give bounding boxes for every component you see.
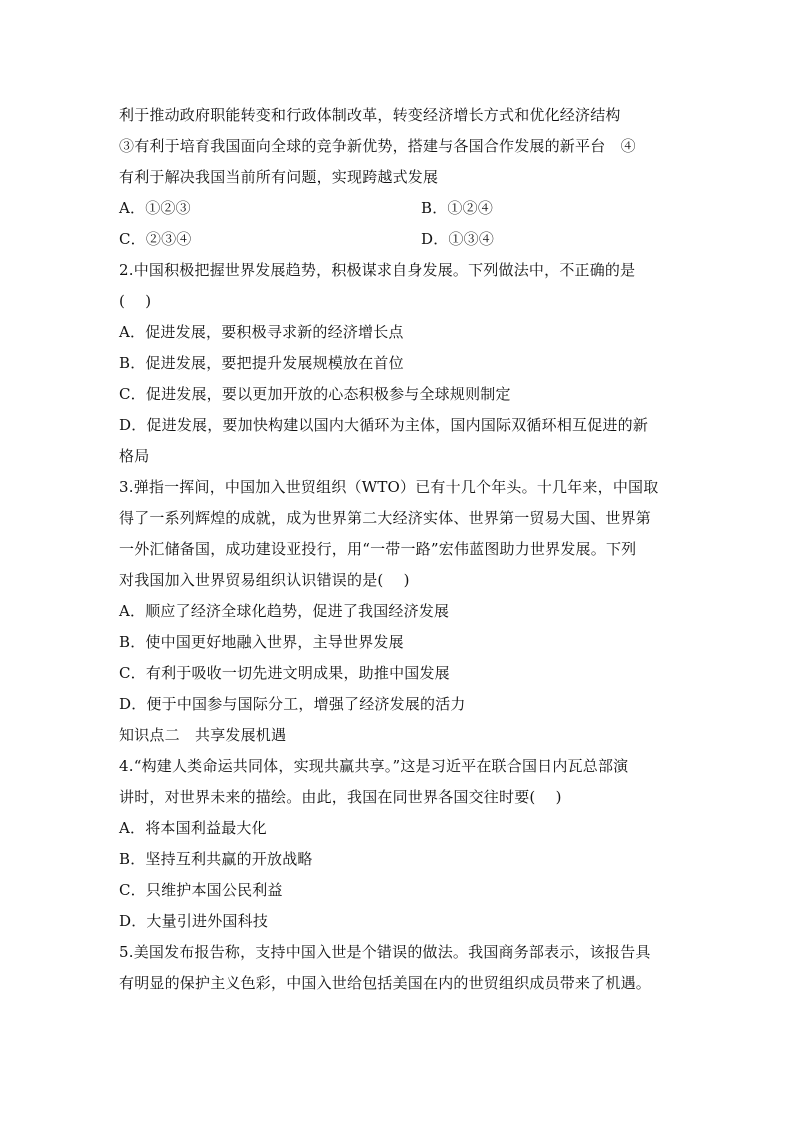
q3-stem: 3.弹指一挥间，中国加入世贸组织（WTO）已有十几个年头。十几年来，中国取	[119, 478, 659, 496]
q2-stem: 2.中国积极把握世界发展趋势，积极谋求自身发展。下列做法中，不正确的是	[119, 261, 636, 279]
q4-stem: 4.“构建人类命运共同体，实现共赢共享。”这是习近平在联合国日内瓦总部演	[119, 757, 629, 775]
q2-option-d: D．促进发展，要加快构建以国内大循环为主体，国内国际双循环相互促进的新	[119, 416, 649, 434]
q3-stem-cont: 对我国加入世界贸易组织认识错误的是( )	[119, 571, 410, 589]
q1-option-a: A．①②③	[119, 199, 191, 217]
q1-options-row-1	[119, 193, 679, 224]
q3-option-c: C．有利于吸收一切先进文明成果，助推中国发展	[119, 664, 450, 682]
q1-option-d: D．①③④	[421, 230, 495, 248]
q2-option-a: A．促进发展，要积极寻求新的经济增长点	[119, 323, 404, 341]
text-line: 利于推动政府职能转变和行政体制改革，转变经济增长方式和优化经济结构	[119, 106, 621, 124]
q4-stem-cont: 讲时，对世界未来的描绘。由此，我国在同世界各国交往时要( )	[119, 788, 562, 806]
q3-stem-cont: 一外汇储备国，成功建设亚投行，用“一带一路”宏伟蓝图助力世界发展。下列	[119, 540, 637, 558]
q3-option-a: A．顺应了经济全球化趋势，促进了我国经济发展	[119, 602, 450, 620]
q5-stem: 5.美国发布报告称，支持中国入世是个错误的做法。我国商务部表示，该报告具	[119, 943, 651, 961]
q2-answer-blank: ( )	[119, 292, 152, 310]
section-heading: 知识点二 共享发展机遇	[119, 726, 287, 744]
q1-options-row-2	[119, 224, 679, 255]
q4-option-c: C．只维护本国公民利益	[119, 881, 283, 899]
q2-option-c: C．促进发展，要以更加开放的心态积极参与全球规则制定	[119, 385, 511, 403]
q3-option-b: B．使中国更好地融入世界，主导世界发展	[119, 633, 404, 651]
q2-option-b: B．促进发展，要把提升发展规模放在首位	[119, 354, 404, 372]
text-line: 有利于解决我国当前所有问题，实现跨越式发展	[119, 168, 439, 186]
text-line: ③有利于培育我国面向全球的竞争新优势，搭建与各国合作发展的新平台 ④	[119, 137, 636, 155]
q2-option-d-cont: 格局	[119, 447, 150, 465]
q3-option-d: D．便于中国参与国际分工，增强了经济发展的活力	[119, 695, 466, 713]
q3-stem-cont: 得了一系列辉煌的成就，成为世界第二大经济实体、世界第一贸易大国、世界第	[119, 509, 652, 527]
q4-option-b: B．坚持互利共赢的开放战略	[119, 850, 313, 868]
q4-option-a: A．将本国利益最大化	[119, 819, 267, 837]
q1-option-c: C．②③④	[119, 230, 192, 248]
page-content	[119, 100, 679, 999]
q5-stem-cont: 有明显的保护主义色彩，中国入世给包括美国在内的世贸组织成员带来了机遇。	[119, 974, 652, 992]
q1-option-b: B．①②④	[421, 199, 494, 217]
q4-option-d: D．大量引进外国科技	[119, 912, 269, 930]
